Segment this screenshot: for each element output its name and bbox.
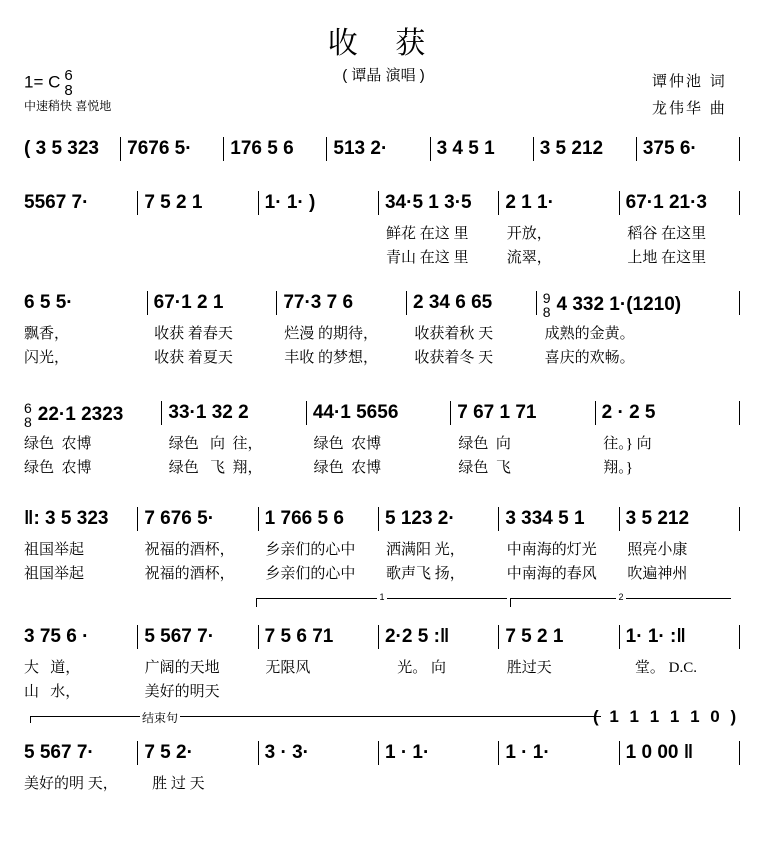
measure-notes: 77·3 7 6 (283, 292, 354, 313)
lyric: 中南海的灯光 (506, 542, 597, 558)
measure-notes: 7 5 2· (144, 742, 193, 763)
measure (24, 400, 161, 430)
ending-bracket (30, 716, 601, 723)
measure-notes: 2·2 5 :‖ (384, 626, 450, 647)
key: 1= C (24, 72, 61, 92)
volta-bracket (510, 592, 731, 607)
staff-system (24, 400, 740, 480)
measure (450, 401, 594, 425)
measure (498, 741, 618, 765)
notes-row (24, 290, 740, 320)
notes-row (24, 740, 740, 766)
time-change-top: 6 (24, 400, 32, 416)
staff-system (24, 506, 740, 586)
time-change-bottom: 8 (542, 304, 551, 320)
measure (276, 291, 406, 315)
lyricist: 谭仲池 词 (652, 72, 727, 90)
measure (619, 507, 740, 531)
staff-system (24, 290, 740, 370)
measure-notes: ‖: 3 5 323 (24, 508, 109, 529)
measure (137, 741, 257, 765)
notes-row (24, 136, 740, 162)
lyrics-verse-1 (24, 538, 740, 562)
lyric: 中南海的春风 (506, 566, 597, 582)
lyric: 绿色 农博 (313, 436, 382, 452)
measure-notes: 6 5 5· (24, 292, 73, 313)
measure-notes: 1 766 5 6 (264, 508, 344, 529)
measure-notes: 3 334 5 1 (505, 508, 585, 529)
measure (24, 507, 137, 531)
lyric (257, 246, 378, 270)
lyric: 山 水， (24, 684, 81, 700)
lyric: 飘香， (24, 326, 70, 342)
composer: 龙伟华 曲 (652, 99, 727, 117)
lyric: 美好的明 天， (24, 776, 118, 792)
lyric (24, 222, 137, 246)
measure-notes: 5567 7· (24, 192, 89, 213)
measure (137, 625, 257, 649)
measure (378, 741, 498, 765)
lyrics-verse-2 (24, 346, 740, 370)
lyric: 绿色 农博 (24, 460, 92, 476)
lyric: 丰收 的梦想， (284, 350, 379, 366)
lyric: 美好的明天 (144, 684, 220, 700)
lyric: 胜 过 天 (144, 776, 205, 792)
measure (24, 291, 147, 315)
lyric (619, 680, 740, 704)
measure (619, 191, 740, 215)
lyric: 绿色 向 往， (168, 436, 263, 452)
lyric: 烂漫 的期待， (284, 326, 379, 342)
measure (636, 137, 740, 161)
measure-notes: 5 567 7· (144, 626, 215, 647)
measure-notes: 1 · 1· (505, 742, 550, 763)
lyric: 绿色 飞 翔， (168, 460, 263, 476)
measure (619, 625, 740, 649)
measure (378, 625, 498, 649)
measure-notes: 33·1 32 2 (168, 402, 249, 423)
lyrics-verse-2 (24, 246, 740, 270)
measure (326, 137, 429, 161)
lyric (137, 246, 258, 270)
measure (24, 625, 137, 649)
song-title: 收 获 (327, 26, 440, 61)
measure (258, 507, 378, 531)
lyric: 祖国举起 (24, 566, 85, 582)
lyric: 无限风 (265, 660, 311, 676)
volta-bracket (256, 592, 507, 607)
time-change (24, 401, 32, 429)
lyric (257, 772, 378, 796)
lyric: 堂。 D.C. (627, 660, 697, 676)
measure-notes: 3 5 212 (625, 508, 690, 529)
measure-notes: 67·1 2 1 (153, 292, 224, 313)
tempo-marking: 中速稍快 喜悦地 (24, 99, 112, 113)
lyric: 往。} 向 (603, 436, 652, 452)
lyric: 洒满阳 光， (386, 542, 465, 558)
lyric (499, 772, 620, 796)
lyric: 乡亲们的心中 (265, 542, 356, 558)
measure-notes: 7 5 6 71 (264, 626, 334, 647)
lyric: 青山 在这 里 (386, 250, 469, 266)
measure-notes: 2 1 1· (505, 192, 554, 213)
measure (24, 191, 137, 215)
measure (498, 191, 618, 215)
measure (137, 191, 257, 215)
measure (137, 507, 257, 531)
lyric: 闪光， (24, 350, 70, 366)
measure (498, 507, 618, 531)
lyric: 歌声飞 扬， (386, 566, 465, 582)
measure-notes: 7676 5· (127, 138, 192, 159)
measure (258, 625, 378, 649)
measure (223, 137, 326, 161)
lyric (24, 246, 137, 270)
lyric: 喜庆的欢畅。 (544, 350, 635, 366)
lyric: 鲜花 在这 里 (386, 226, 469, 242)
lyric (137, 222, 258, 246)
lyrics-verse-2 (24, 680, 740, 704)
measure (533, 137, 636, 161)
measure (147, 291, 277, 315)
lyric (378, 680, 499, 704)
lyric: 收获着秋 天 (414, 326, 494, 342)
measure (24, 137, 120, 161)
lyric: 大 道， (24, 660, 81, 676)
staff-system (24, 592, 740, 704)
key-signature (24, 68, 73, 98)
measure (378, 507, 498, 531)
measure-notes: 44·1 5656 (312, 402, 399, 423)
lyrics-verse-2 (24, 562, 740, 586)
volta-number: 2 (618, 592, 624, 602)
lyric: 绿色 向 (458, 436, 511, 452)
measure-notes: 513 2· (333, 138, 388, 159)
measure-notes: 2 · 2 5 (601, 402, 656, 423)
measure-notes: 22·1 2323 (37, 404, 124, 426)
lyric: 吹遍神州 (627, 566, 688, 582)
lyric: 开放， (506, 226, 552, 242)
measure (430, 137, 533, 161)
measure-notes: 375 6· (642, 138, 697, 159)
lyrics-verse-1 (24, 656, 740, 680)
lyrics-verse-1 (24, 432, 740, 456)
measure (120, 137, 223, 161)
time-change (543, 291, 551, 319)
lyric: 祝福的酒杯， (144, 542, 235, 558)
measure-notes: 7 67 1 71 (457, 402, 537, 423)
singer: ( 谭晶 演唱 ) (342, 67, 425, 84)
measure-notes: 7 676 5· (144, 508, 215, 529)
lyrics-verse-1 (24, 222, 740, 246)
lyric: 稻谷 在这里 (627, 226, 707, 242)
measure (258, 741, 378, 765)
measure-notes: 3 5 212 (539, 138, 604, 159)
lyric: 胜过天 (506, 660, 552, 676)
lyric: 成熟的金黄。 (544, 326, 635, 342)
measure (536, 290, 740, 320)
lyrics-verse-1 (24, 772, 740, 796)
measure-notes: 5 123 2· (384, 508, 455, 529)
measure (161, 401, 305, 425)
measure-notes: 176 5 6 (230, 138, 294, 159)
staff-system (24, 190, 740, 270)
measure (498, 625, 618, 649)
lyric: 收获着冬 天 (414, 350, 494, 366)
notes-row (24, 624, 740, 650)
measure-notes: 1· 1· ) (264, 192, 316, 213)
measure-notes: 7 5 2 1 (144, 192, 203, 213)
measure (595, 401, 740, 425)
lyric: 流翠， (506, 250, 552, 266)
lyric (499, 680, 620, 704)
lyric: 上地 在这里 (627, 250, 707, 266)
time-change-bottom: 8 (24, 414, 32, 430)
lyric: 光。 向 (386, 660, 447, 676)
lyric: 绿色 农博 (24, 436, 92, 452)
measure (24, 741, 137, 765)
volta-number: 1 (379, 592, 385, 602)
lyrics-verse-2 (24, 456, 740, 480)
lyric: 照亮小康 (627, 542, 688, 558)
lyric: 乡亲们的心中 (265, 566, 356, 582)
time-bottom: 8 (64, 82, 73, 99)
time-signature (64, 68, 72, 98)
lyric: 广阔的天地 (144, 660, 220, 676)
lyric: 祝福的酒杯， (144, 566, 235, 582)
lyric (619, 772, 740, 796)
measure-notes: 2 34 6 65 (413, 292, 493, 313)
measure (258, 191, 378, 215)
lyrics-verse-1 (24, 322, 740, 346)
measure-notes: 7 5 2 1 (505, 626, 564, 647)
staff-system (24, 136, 740, 162)
measure (378, 191, 498, 215)
measure-notes: 3 · 3· (264, 742, 310, 763)
lyric (378, 772, 499, 796)
staff-system (24, 740, 740, 796)
time-top: 6 (64, 67, 73, 84)
notes-row (24, 190, 740, 216)
time-change-top: 9 (542, 290, 551, 306)
measure (306, 401, 450, 425)
measure-notes: 3 4 5 1 (436, 138, 495, 159)
lyric (257, 680, 378, 704)
lyric: 绿色 农博 (313, 460, 382, 476)
measure (619, 741, 740, 765)
measure-notes: 34·5 1 3·5 (384, 192, 472, 213)
measure-notes: 1 · 1· (384, 742, 430, 763)
measure-notes: ( 3 5 323 (24, 138, 99, 159)
lyric: 收获 着夏天 (154, 350, 233, 366)
lyric: 翔。} (603, 460, 633, 476)
lyric: 绿色 飞 (458, 460, 511, 476)
measure-notes: 1 0 00 ‖ (625, 742, 694, 763)
ending-coda-notes: ( 1 1 1 1 1 0 ) (593, 707, 740, 726)
measure-notes: 5 567 7· (24, 742, 94, 763)
measure-notes: 4 332 1·(1210) (556, 294, 682, 316)
notes-row (24, 506, 740, 532)
measure (406, 291, 536, 315)
measure-notes: 67·1 21·3 (625, 192, 707, 213)
lyric (257, 222, 378, 246)
ending-label: 结束句 (142, 711, 179, 725)
lyric: 祖国举起 (24, 542, 85, 558)
measure-notes: 3 75 6 · (24, 626, 89, 647)
lyric: 收获 着春天 (154, 326, 233, 342)
notes-row (24, 400, 740, 430)
measure-notes: 1· 1· :‖ (625, 626, 686, 647)
